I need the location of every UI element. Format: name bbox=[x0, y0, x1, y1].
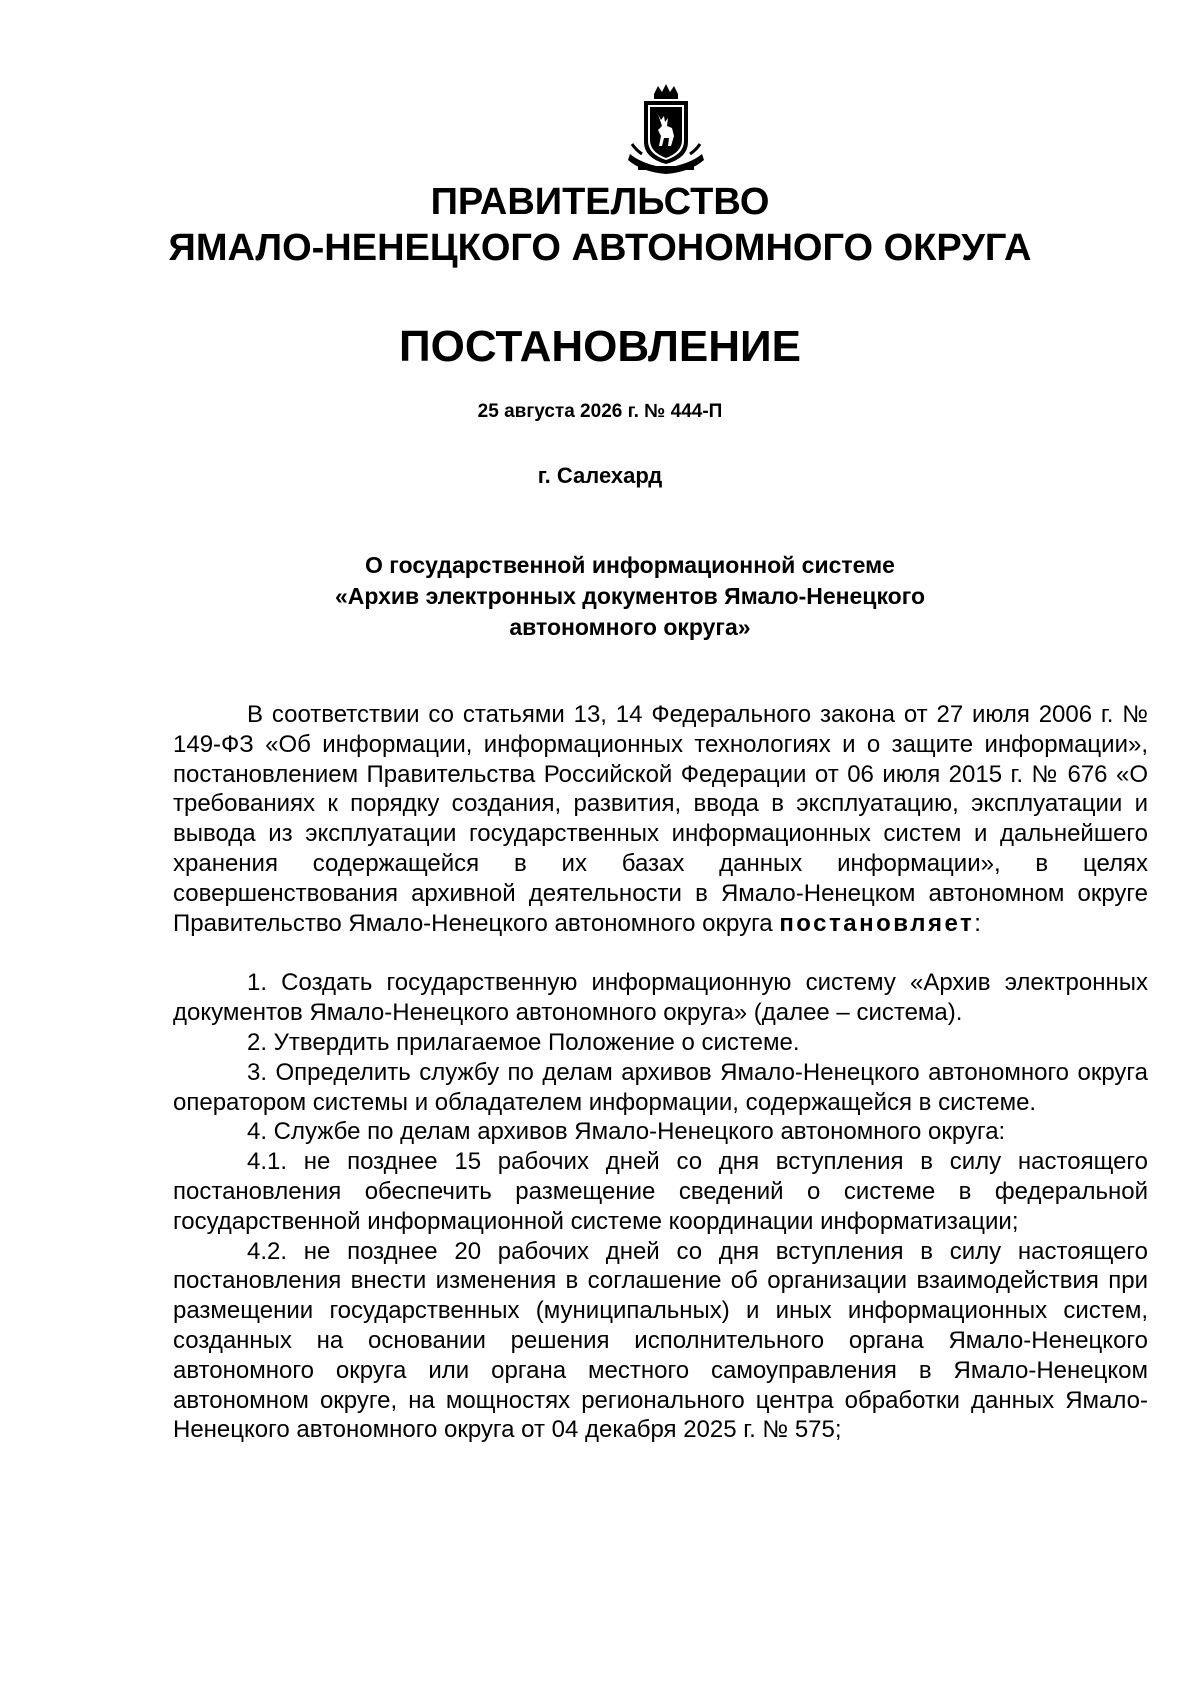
document-type: ПОСТАНОВЛЕНИЕ bbox=[398, 322, 802, 371]
coat-of-arms-icon bbox=[624, 84, 708, 178]
government-subtitle: ЯМАЛО-НЕНЕЦКОГО АВТОНОМНОГО ОКРУГА bbox=[168, 227, 1032, 269]
city: г. Салехард bbox=[537, 463, 663, 488]
clause-paragraph: 4. Службе по делам архивов Ямало-Ненецкого автономного округа: bbox=[247, 1118, 1006, 1146]
clause-paragraph: 2. Утвердить прилагаемое Положение о системе. bbox=[247, 1028, 800, 1056]
preamble-end: : bbox=[974, 909, 981, 937]
resolve-keyword: постановляет bbox=[779, 909, 975, 937]
document-body bbox=[173, 700, 1148, 1445]
clause-paragraph: 4.1. не позднее 15 рабочих дней со дня вступления в силу настоящего постановления обеспечить размещение сведений о системе в федеральной государственной информационной системе координации информатизации; bbox=[173, 1148, 1148, 1235]
subject-line: автономного округа» bbox=[509, 614, 751, 640]
subject-line: О государственной информационной системе bbox=[365, 552, 895, 578]
government-title: ПРАВИТЕЛЬСТВО bbox=[430, 181, 770, 223]
document-subject bbox=[300, 550, 960, 643]
date-number: 25 августа 2026 г. № 444-П bbox=[477, 401, 723, 422]
subject-line: «Архив электронных документов Ямало-Ненецкого bbox=[334, 583, 926, 609]
clause-paragraph: 4.2. не позднее 20 рабочих дней со дня вступления в силу настоящего постановления внести изменения в соглашение об организации взаимодействия при размещении государственных (муниципальных) и иных информационных систем, созданных на основании решения исполнительного органа Ямало-Ненецкого автономного округа или органа местного самоуправления в Ямало-Ненецком автономном округе, на мощностях регионального центра обработки данных Ямало-Ненецкого автономного округа от 04 декабря 2025 г. № 575; bbox=[173, 1237, 1148, 1444]
clause-paragraph: 1. Создать государственную информационную систему «Архив электронных документов Ямало-Ненецкого автономного округа» (далее – система). bbox=[173, 969, 1148, 1027]
preamble-paragraph bbox=[173, 700, 1148, 938]
preamble-text: В соответствии со статьями 13, 14 Федерального закона от 27 июля 2006 г. № 149-ФЗ «Об информации, информационных технологиях и о защите информации», постановлением Правительства Российской Федерации от 06 июля 2015 г. № 676 «О требованиях к порядку создания, развития, ввода в эксплуатацию, эксплуатации и вывода из эксплуатации государственных информационных систем и дальнейшего хранения содержащейся в их базах данных информации», в целях совершенствования архивной деятельности в Ямало-Ненецком автономном округе Правительство Ямало-Ненецкого автономного округа bbox=[173, 701, 1148, 937]
clause-paragraph: 3. Определить службу по делам архивов Ямало-Ненецкого автономного округа оператором системы и обладателем информации, содержащейся в системе. bbox=[173, 1058, 1148, 1116]
